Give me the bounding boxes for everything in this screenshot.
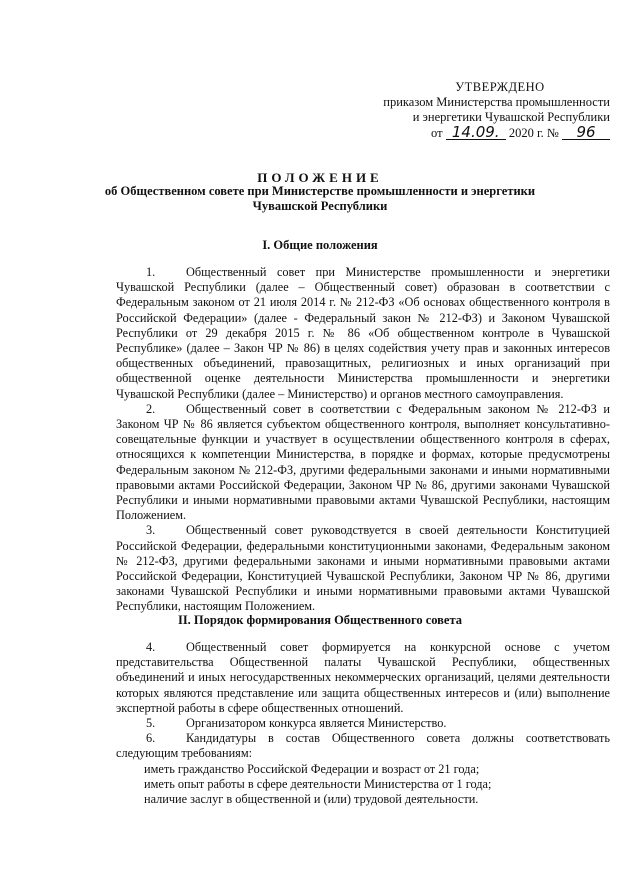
approval-block	[360, 80, 610, 141]
approval-date-line	[360, 125, 610, 141]
section-1-body	[116, 265, 610, 615]
document-title: ПОЛОЖЕНИЕ	[257, 170, 383, 185]
section-1-heading: I. Общие положения	[262, 238, 378, 252]
paragraph-1	[116, 265, 610, 402]
paragraph-6	[116, 731, 610, 761]
approval-date: 14.09.	[446, 125, 506, 140]
approval-line-2: и энергетики Чувашской Республики	[412, 110, 610, 124]
paragraph-4	[116, 640, 610, 716]
paragraph-text: Общественный совет при Министерстве промышленности и энергетики Чувашской Республики (далее – Общественный совет) образован в соответствии с Федеральным законом от 21 июля 2014 г. № 212-ФЗ «Об основах общественного контроля в Российской Федерации» (далее - Федеральный закон № 212-ФЗ) и Законом Чувашской Республики от 29 декабря 2015 г. № 86 «Об общественном контроле в Чувашской Республике» (далее – Закон ЧР № 86) в целях содействия учету прав и законных интересов общественных объединений, правозащитных, религиозных и иных организаций при общественной оценке деятельности Министерства промышленности и энергетики Чувашской Республики (далее – Министерство) и органов местного самоуправления.	[116, 265, 610, 401]
approval-number: 96	[562, 125, 610, 140]
paragraph-3	[116, 523, 610, 614]
paragraph-text: Организатором конкурса является Министерство.	[186, 716, 447, 731]
paragraph-2	[116, 402, 610, 524]
paragraph-number: 1.	[146, 265, 156, 279]
section-2-heading: II. Порядок формирования Общественного совета	[177, 613, 463, 627]
paragraph-number: 3.	[146, 523, 156, 538]
approved-stamp-label: УТВЕРЖДЕНО	[455, 80, 545, 94]
section-2-body	[116, 640, 610, 807]
paragraph-number: 5.	[146, 716, 156, 731]
paragraph-number: 6.	[146, 731, 156, 746]
paragraph-text: Общественный совет руководствуется в своей деятельности Конституцией Российской Федерации, федеральными конституционными законами, Федеральным законом № 212-ФЗ, другими федеральными законами и иными нормативными правовыми актами Российской Федерации, Конституцией Чувашской Республики, Законом ЧР № 86, другими законами Чувашской Республики и иными нормативными правовыми актами Чувашской Республики, настоящим Положением.	[116, 523, 610, 614]
paragraph-text: Кандидатуры в состав Общественного совета должны соответствовать следующим требованиям:	[116, 731, 610, 761]
approval-line-1: приказом Министерства промышленности	[383, 95, 610, 109]
paragraph-number: 2.	[146, 401, 156, 416]
paragraph-5	[116, 716, 610, 731]
requirement-item: иметь опыт работы в сфере деятельности Министерства от 1 года;	[144, 776, 492, 791]
requirement-item: иметь гражданство Российской Федерации и возраст от 21 года;	[144, 761, 480, 776]
document-subtitle: об Общественном совете при Министерстве промышленности и энергетики Чувашской Республики	[104, 184, 536, 213]
paragraph-text: Общественный совет формируется на конкурсной основе с учетом представительства Общественной палаты Чувашской Республики, общественных объединений и иных негосударственных некоммерческих организаций, целями деятельности которых являются представление или защита общественных интересов и (или) выполнение экспертной работы в сфере общественных отношений.	[116, 640, 610, 715]
paragraph-text: Общественный совет в соответствии с Федеральным законом № 212-ФЗ и Законом ЧР № 86 является субъектом общественного контроля, выполняет консультативно-совещательные функции и участвует в осуществлении общественного контроля в сферах, относящихся к компетенции Министерства, в порядке и формах, которые предусмотрены Федеральным законом № 212-ФЗ, другими федеральными законами и иными нормативными правовыми актами Российской Федерации, Законом ЧР № 86, другими законами Чувашской Республики и иными нормативными правовыми актами Чувашской Республики, настоящим Положением.	[116, 401, 610, 523]
requirement-item: наличие заслуг в общественной и (или) трудовой деятельности.	[144, 792, 479, 807]
approval-from: от	[431, 126, 443, 140]
paragraph-number: 4.	[146, 640, 156, 654]
approval-year: 2020 г. №	[508, 126, 559, 140]
